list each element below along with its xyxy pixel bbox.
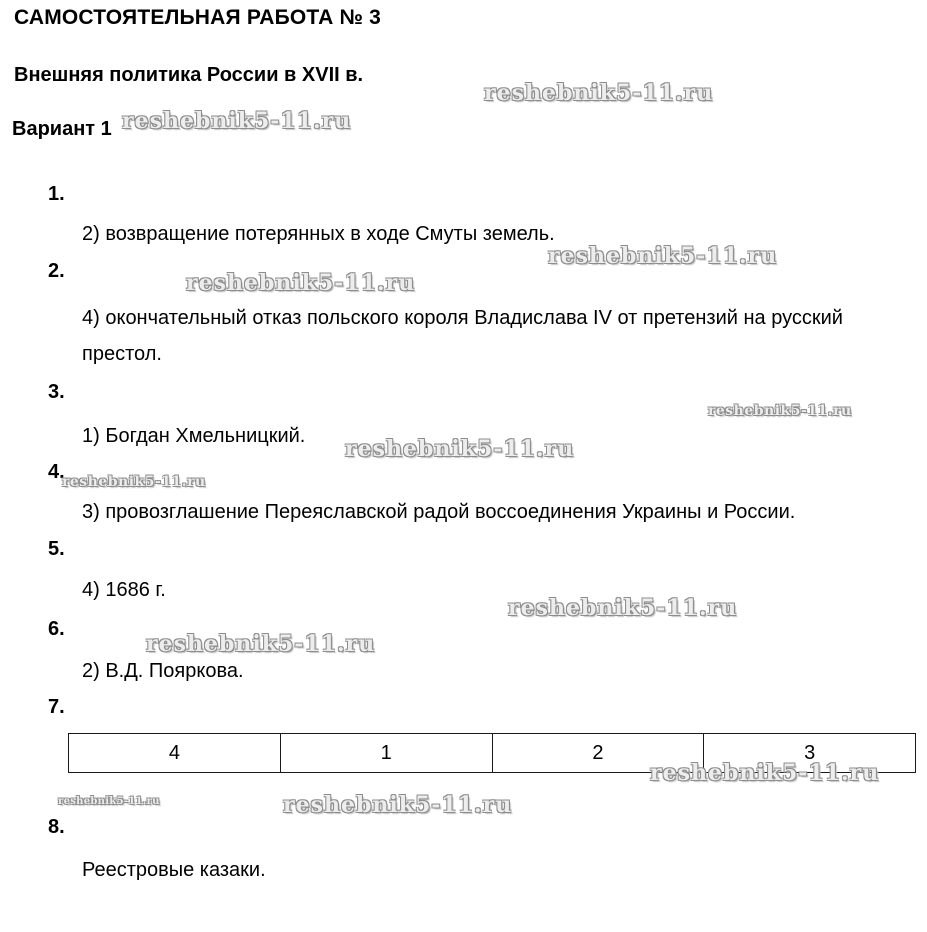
answer-text-8: Реестровые казаки. [82, 859, 266, 881]
question-number-7: 7. [48, 696, 65, 718]
question-number-8: 8. [48, 816, 65, 838]
variant-label: Вариант 1 [12, 118, 112, 140]
answer-table-cell-3: 2 [492, 734, 704, 773]
answer-table [68, 733, 916, 773]
answer-text-1: 2) возвращение потерянных в ходе Смуты земель. [82, 223, 555, 245]
watermark: reshebnik5-11.ru [484, 80, 714, 106]
watermark: reshebnik5-11.ru [650, 760, 880, 786]
answer-table-cell-1: 4 [69, 734, 281, 773]
document-subtitle: Внешняя политика России в XVII в. [14, 64, 364, 86]
answer-table-cell-4: 3 [704, 734, 916, 773]
watermark: reshebnik5-11.ru [548, 243, 778, 269]
question-number-3: 3. [48, 381, 65, 403]
answer-text-3: 1) Богдан Хмельницкий. [82, 425, 306, 447]
answer-text-6: 2) В.Д. Пояркова. [82, 660, 244, 682]
watermark: reshebnik5-11.ru [283, 792, 513, 818]
document-title: САМОСТОЯТЕЛЬНАЯ РАБОТА № 3 [14, 6, 382, 29]
answer-table-cell-2: 1 [280, 734, 492, 773]
watermark: reshebnik5-11.ru [122, 108, 352, 134]
question-number-2: 2. [48, 260, 65, 282]
watermark: reshebnik5-11.ru [186, 270, 416, 296]
answer-text-5: 4) 1686 г. [82, 579, 166, 601]
watermark: reshebnik5-11.ru [58, 796, 160, 807]
answer-text-4: 3) провозглашение Переяславской радой воссоединения Украины и России. [82, 501, 796, 523]
watermark: reshebnik5-11.ru [345, 436, 575, 462]
watermark: reshebnik5-11.ru [62, 474, 206, 490]
answer-text-2: 4) окончательный отказ польского короля Владислава IV от претензий на русский престол. [82, 307, 843, 365]
watermark: reshebnik5-11.ru [508, 595, 738, 621]
question-number-6: 6. [48, 618, 65, 640]
question-number-4: 4. [48, 461, 65, 483]
question-number-1: 1. [48, 183, 65, 205]
question-number-5: 5. [48, 538, 65, 560]
answer-table-row [69, 734, 916, 773]
watermark: reshebnik5-11.ru [146, 631, 376, 657]
watermark: reshebnik5-11.ru [708, 403, 852, 419]
